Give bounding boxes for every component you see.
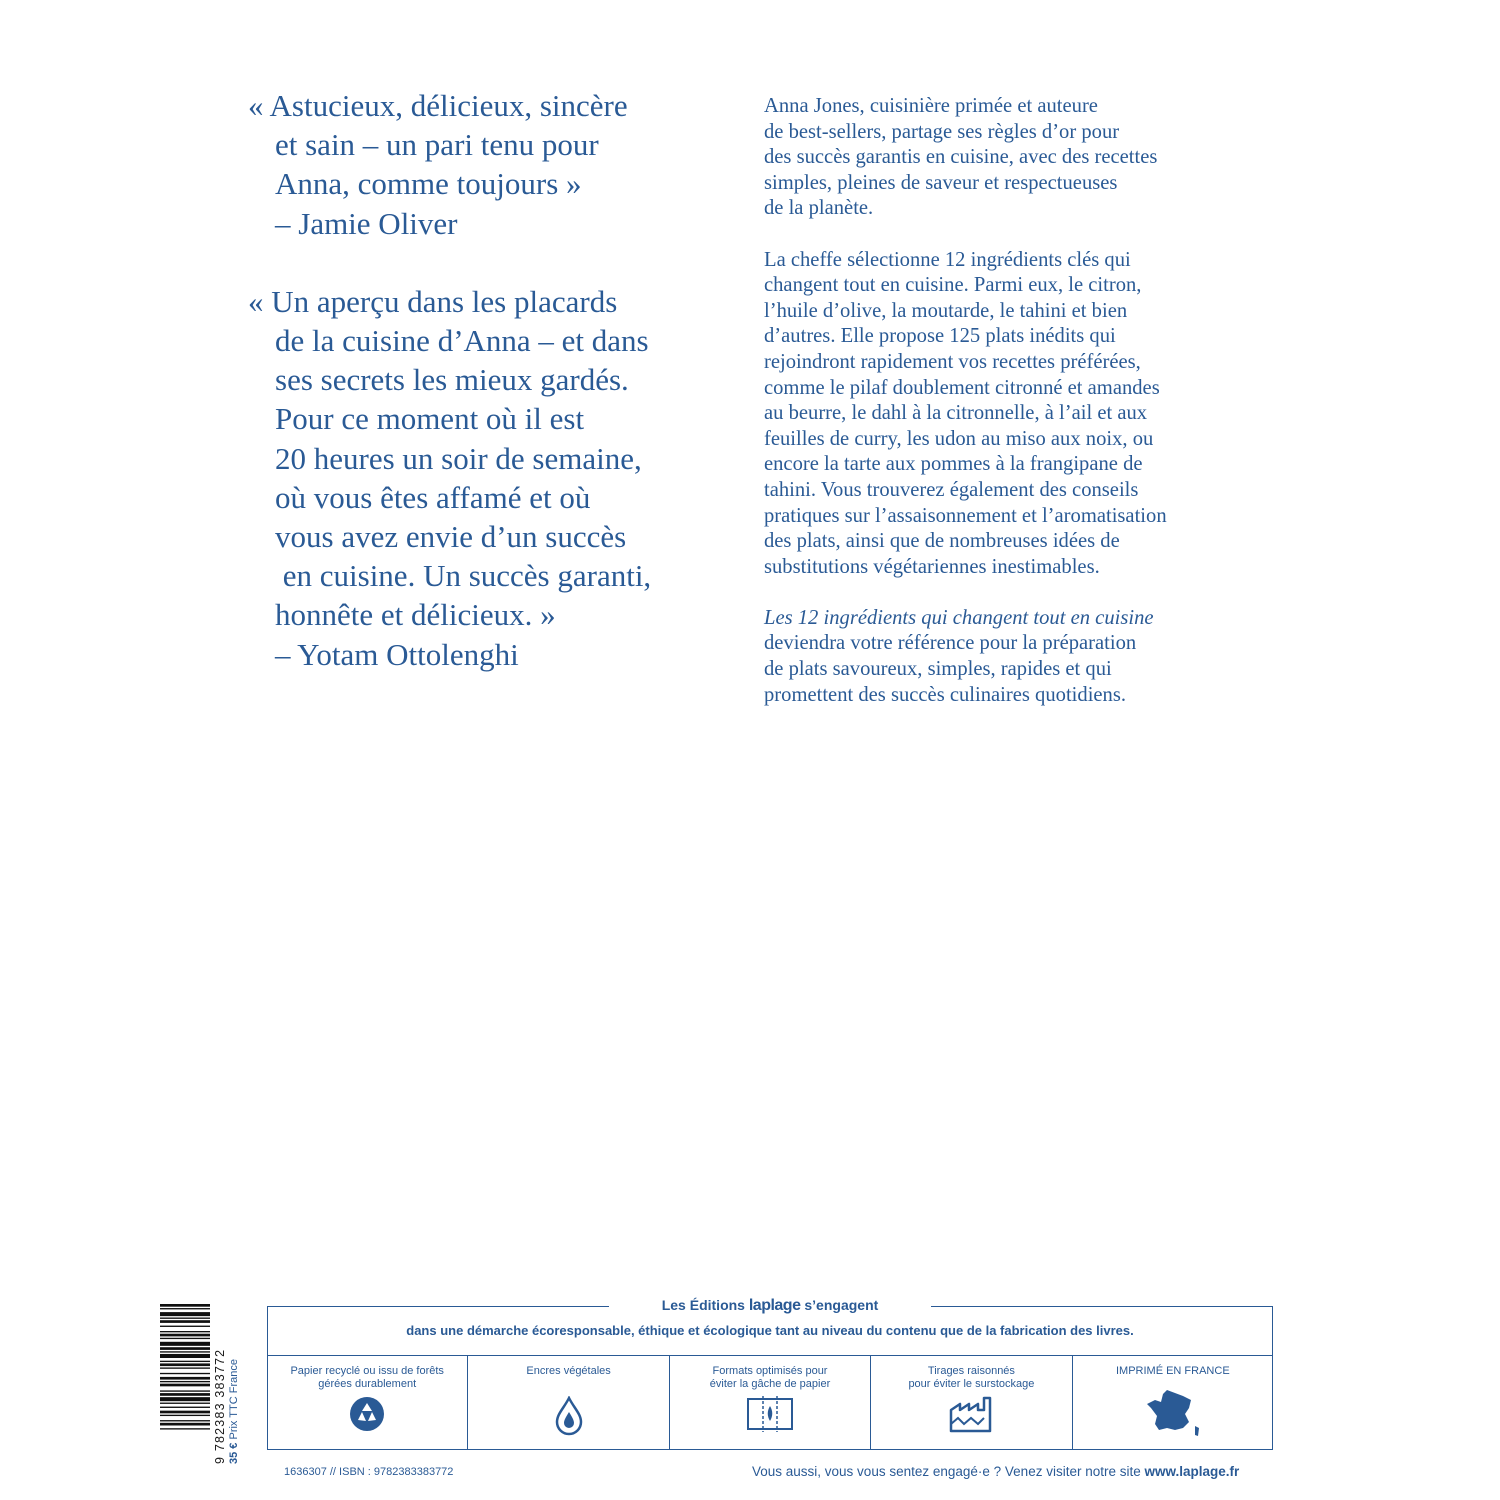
- text-line: des plats, ainsi que de nombreuses idées de: [764, 530, 1120, 553]
- text-line: d’autres. Elle propose 125 plats inédits qui: [764, 325, 1116, 348]
- cell-label: IMPRIMÉ EN FRANCE: [1115, 1365, 1230, 1377]
- barcode-bar: [160, 1423, 210, 1426]
- quotes-column: [248, 86, 708, 713]
- visit-website: [752, 1464, 1239, 1479]
- text-line: de la planète.: [764, 197, 874, 220]
- barcode-bar: [160, 1351, 210, 1352]
- barcode-bar: [160, 1373, 210, 1374]
- title-suffix: s’engagent: [804, 1297, 879, 1313]
- barcode-bar: [160, 1331, 210, 1332]
- quote-line: honnête et délicieux. »: [275, 597, 556, 633]
- price-label: [228, 1304, 248, 1464]
- factory-icon: [948, 1396, 994, 1434]
- barcode-bar: [160, 1318, 210, 1319]
- website-link[interactable]: www.laplage.fr: [1144, 1464, 1240, 1479]
- book-title: Les 12 ingrédients qui changent tout en cuisine: [764, 606, 1154, 629]
- quote-line: « Astucieux, délicieux, sincère: [248, 88, 628, 123]
- barcode-bar: [160, 1326, 210, 1327]
- barcode-bar: [160, 1415, 210, 1416]
- quote-line: ses secrets les mieux gardés.: [275, 362, 629, 398]
- paper-format-icon: [745, 1396, 795, 1432]
- cell-label: Formats optimisés pour éviter la gâche de papier: [709, 1365, 831, 1390]
- engagement-cells: [267, 1355, 1273, 1450]
- barcode-bar: [160, 1390, 210, 1391]
- quote-line: où vous êtes affamé et où: [275, 479, 591, 515]
- cell-label: Encres végétales: [526, 1365, 611, 1377]
- brand-logo: laplage: [748, 1297, 801, 1314]
- price-amount: 35 €: [228, 1442, 240, 1464]
- quote-line: en cuisine. Un succès garanti,: [275, 558, 652, 594]
- svg-text:9 782383 383772: 9 782383 383772: [213, 1348, 227, 1464]
- isbn-label: 1636307 // ISBN : 9782383383772: [284, 1466, 454, 1478]
- barcode-bar: [160, 1320, 210, 1323]
- france-map-icon: [1145, 1388, 1201, 1438]
- cell-optimized-formats: [670, 1356, 871, 1450]
- text-line: des succès garantis en cuisine, avec des recettes: [764, 146, 1158, 169]
- text-line: de plats savoureux, simples, rapides et qui: [764, 658, 1112, 681]
- text-line: comme le pilaf doublement citronné et amandes: [764, 376, 1160, 399]
- text-line: de best-sellers, partage ses règles d’or pour: [764, 120, 1120, 143]
- recycle-icon: [349, 1396, 385, 1432]
- text-line: tahini. Vous trouverez également des conseils: [764, 478, 1139, 501]
- engagement-title: [609, 1297, 931, 1315]
- text-line: l’huile d’olive, la moutarde, le tahini et bien: [764, 299, 1128, 322]
- text-line: La cheffe sélectionne 12 ingrédients clés qui: [764, 248, 1131, 271]
- barcode-bar: [160, 1384, 210, 1387]
- barcode-bar: [160, 1338, 210, 1339]
- quote-line: et sain – un pari tenu pour: [275, 127, 599, 163]
- barcode-bar: [160, 1428, 210, 1429]
- barcode-bar: [160, 1347, 210, 1350]
- text-line: simples, pleines de saveur et respectueuses: [764, 171, 1118, 194]
- barcode-bar: [160, 1411, 210, 1414]
- barcode-bar: [160, 1363, 210, 1366]
- barcode-bar: [160, 1393, 210, 1396]
- text-line: encore la tarte aux pommes à la frangipane de: [764, 453, 1143, 476]
- quote-line: 20 heures un soir de semaine,: [275, 440, 642, 476]
- description-paragraph-1: [764, 94, 1224, 222]
- quote-line: Anna, comme toujours »: [275, 166, 582, 202]
- barcode-digits: [212, 1304, 228, 1464]
- quote-line: « Un aperçu dans les placards: [248, 283, 618, 319]
- text-line: au beurre, le dahl à la citronnelle, à l’ail et aux: [764, 402, 1148, 425]
- barcode-bar: [160, 1354, 210, 1358]
- barcode-bar: [160, 1397, 210, 1401]
- barcode-bar: [160, 1308, 210, 1309]
- text-line: substitutions végétariennes inestimables.: [764, 555, 1100, 578]
- cell-vegetable-inks: [468, 1356, 669, 1450]
- barcode-bar: [160, 1361, 210, 1362]
- quote-author: – Yotam Ottolenghi: [275, 636, 519, 672]
- title-prefix: Les Éditions: [661, 1297, 745, 1313]
- visit-text: Vous aussi, vous vous sentez engagé·e ? Venez visiter notre site: [752, 1464, 1141, 1479]
- barcode-bar: [160, 1381, 210, 1382]
- book-description: [764, 94, 1224, 734]
- barcode-bar: [160, 1334, 210, 1337]
- text-line: rejoindront rapidement vos recettes préférées,: [764, 350, 1141, 373]
- cell-printed-in-france: [1073, 1356, 1273, 1450]
- cell-recycled-paper: [267, 1356, 468, 1450]
- barcode-bar: [160, 1304, 210, 1307]
- price-note: Prix TTC France: [228, 1359, 240, 1440]
- barcode-bar: [160, 1407, 210, 1408]
- quote-author: – Jamie Oliver: [275, 205, 458, 241]
- barcode-bar: [160, 1377, 210, 1380]
- quote-yotam-ottolenghi: [248, 282, 708, 674]
- barcode-bar: [160, 1342, 210, 1346]
- quote-jamie-oliver: [248, 86, 708, 243]
- text-line: promettent des succès culinaires quotidiens.: [764, 683, 1127, 706]
- quote-line: vous avez envie d’un succès: [275, 519, 627, 555]
- text-line: Anna Jones, cuisinière primée et auteure: [764, 95, 1098, 117]
- barcode-bar: [160, 1403, 210, 1404]
- text-line: deviendra votre référence pour la préparation: [764, 632, 1137, 655]
- barcode-bar: [160, 1312, 210, 1316]
- cell-label: Papier recyclé ou issu de forêts gérées durablement: [290, 1365, 444, 1390]
- cell-label: Tirages raisonnés pour éviter le surstockage: [908, 1365, 1035, 1390]
- barcode-bar: [160, 1420, 210, 1421]
- text-line: feuilles de curry, les udon au miso aux noix, ou: [764, 427, 1154, 450]
- ink-drop-icon: [554, 1396, 584, 1436]
- description-paragraph-2: [764, 248, 1224, 581]
- text-line: pratiques sur l’assaisonnement et l’aromatisation: [764, 504, 1167, 527]
- text-line: changent tout en cuisine. Parmi eux, le citron,: [764, 274, 1142, 297]
- quote-line: Pour ce moment où il est: [275, 401, 585, 437]
- quote-line: de la cuisine d’Anna – et dans: [275, 323, 649, 359]
- description-paragraph-3: [764, 606, 1224, 708]
- barcode-bar: [160, 1367, 210, 1368]
- engagement-subtitle: dans une démarche écoresponsable, éthique et écologique tant au niveau du contenu que de la fabrication des livres.: [406, 1323, 1134, 1338]
- cell-reasoned-print-runs: [871, 1356, 1072, 1450]
